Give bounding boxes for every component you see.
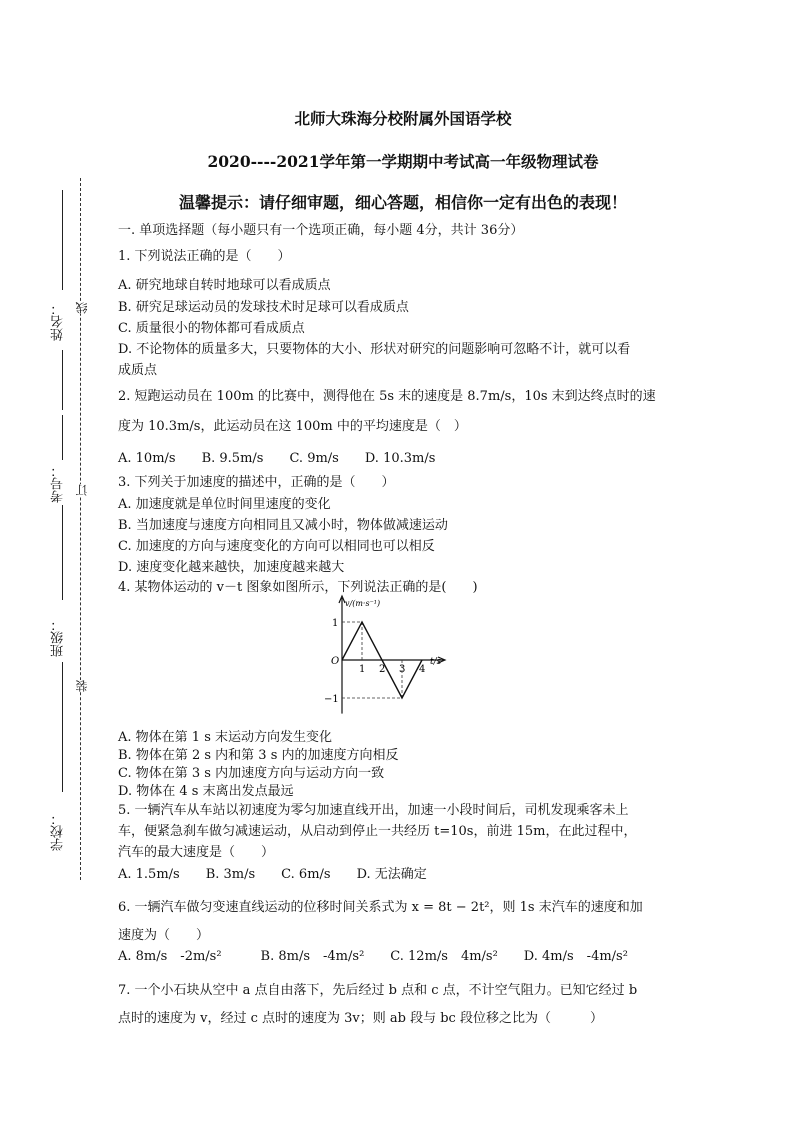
section-heading: 一. 单项选择题（每小题只有一个选项正确，每小题 4分，共计 36分）: [118, 223, 524, 238]
name-blank-line-2: [62, 350, 63, 410]
q1-option-d-cont: 成质点: [118, 363, 158, 378]
q1-option-c: C. 质量很小的物体都可看成质点: [118, 321, 305, 336]
school-label: 学校：: [51, 812, 66, 851]
q4-option-c: C. 物体在第 3 s 内加速度方向与运动方向一致: [118, 766, 385, 781]
binding-word-ding: 订: [75, 484, 89, 496]
q4-option-a: A. 物体在第 1 s 末运动方向发生变化: [118, 730, 332, 745]
q2-stem: 2. 短跑运动员在 100m 的比赛中，测得他在 5s 末的速度是 8.7m/s，10s 末到达终点时的速: [118, 389, 656, 404]
class-label: 班级：: [51, 618, 66, 657]
tip-text: 温馨提示：请仔细审题，细心答题，相信你一定有出色的表现！: [178, 193, 627, 212]
q1-option-d: D. 不论物体的质量多大，只要物体的大小、形状对研究的问题影响可忽略不计，就可以看: [118, 342, 631, 357]
x-tick-label: 4: [419, 664, 426, 675]
y-axis-label: v/(m·s⁻¹): [345, 599, 381, 608]
q3-option-c: C. 加速度的方向与速度变化的方向可以相同也可以相反: [118, 539, 435, 554]
q6-options: A. 8m/s -2m/s² B. 8m/s -4m/s² C. 12m/s 4m/s² D. 4m/s -4m/s²: [118, 949, 628, 964]
origin-label: O: [331, 656, 340, 667]
binding-word-xian: 线: [75, 302, 89, 314]
q4-stem: 4. 某物体运动的 v－t 图象如图所示，下列说法正确的是( ): [118, 580, 478, 595]
exam-title: 2020----2021学年第一学期期中考试高一年级物理试卷: [207, 152, 599, 171]
number-blank-line-2: [62, 505, 63, 600]
x-tick-label: 1: [359, 664, 366, 675]
q1-stem: 1. 下列说法正确的是（ ）: [118, 249, 291, 264]
q3-option-b: B. 当加速度与速度方向相同且又减小时，物体做减速运动: [118, 518, 448, 533]
q7-stem: 7. 一个小石块从空中 a 点自由落下，先后经过 b 点和 c 点，不计空气阻力。已知它经过 b: [118, 983, 638, 998]
q3-stem: 3. 下列关于加速度的描述中，正确的是（ ）: [118, 475, 395, 490]
y-tick-label: 1: [332, 618, 339, 629]
vt-graph: [318, 590, 468, 730]
q5-stem: 5. 一辆汽车从车站以初速度为零匀加速直线开出，加速一小段时间后，司机发现乘客未上: [118, 803, 629, 818]
q1-option-b: B. 研究足球运动员的发球技术时足球可以看成质点: [118, 300, 409, 315]
q5-stem-cont-2: 汽车的最大速度是（ ）: [118, 845, 275, 860]
binding-word-zhuang: 装: [75, 680, 89, 692]
q6-stem-cont: 速度为（ ）: [118, 928, 210, 943]
number-label: 考号：: [51, 464, 66, 503]
x-tick-label: 2: [379, 664, 386, 675]
x-axis-label: t/s: [430, 657, 442, 667]
q5-options: A. 1.5m/s B. 3m/s C. 6m/s D. 无法确定: [118, 867, 427, 882]
class-blank-line: [62, 662, 63, 792]
q3-option-a: A. 加速度就是单位时间里速度的变化: [118, 497, 331, 512]
number-blank-line: [62, 415, 63, 460]
school-title: 北师大珠海分校附属外国语学校: [294, 109, 512, 128]
name-label: 姓名：: [51, 302, 66, 341]
q2-stem-cont: 度为 10.3m/s，此运动员在这 100m 中的平均速度是（ ）: [118, 419, 467, 434]
q5-stem-cont: 车，便紧急刹车做匀减速运动，从启动到停止一共经历 t=10s，前进 15m，在此过程中，: [118, 824, 637, 839]
q7-stem-cont: 点时的速度为 v，经过 c 点时的速度为 3v；则 ab 段与 bc 段位移之比为（ ）: [118, 1011, 603, 1026]
q6-stem: 6. 一辆汽车做匀变速直线运动的位移时间关系式为 x = 8t − 2t²，则 1s 末汽车的速度和加: [118, 900, 643, 915]
q2-options: A. 10m/s B. 9.5m/s C. 9m/s D. 10.3m/s: [118, 451, 436, 466]
y-tick-label: −1: [324, 694, 339, 705]
q3-option-d: D. 速度变化越来越快，加速度越来越大: [118, 560, 345, 575]
binding-margin: [0, 0, 110, 1123]
x-tick-label: 3: [399, 664, 406, 675]
binding-dashed-line: [80, 178, 81, 880]
q4-option-d: D. 物体在 4 s 末离出发点最远: [118, 784, 294, 799]
q1-option-a: A. 研究地球自转时地球可以看成质点: [118, 278, 331, 293]
name-blank-line: [62, 190, 63, 290]
q4-option-b: B. 物体在第 2 s 内和第 3 s 内的加速度方向相反: [118, 748, 399, 763]
